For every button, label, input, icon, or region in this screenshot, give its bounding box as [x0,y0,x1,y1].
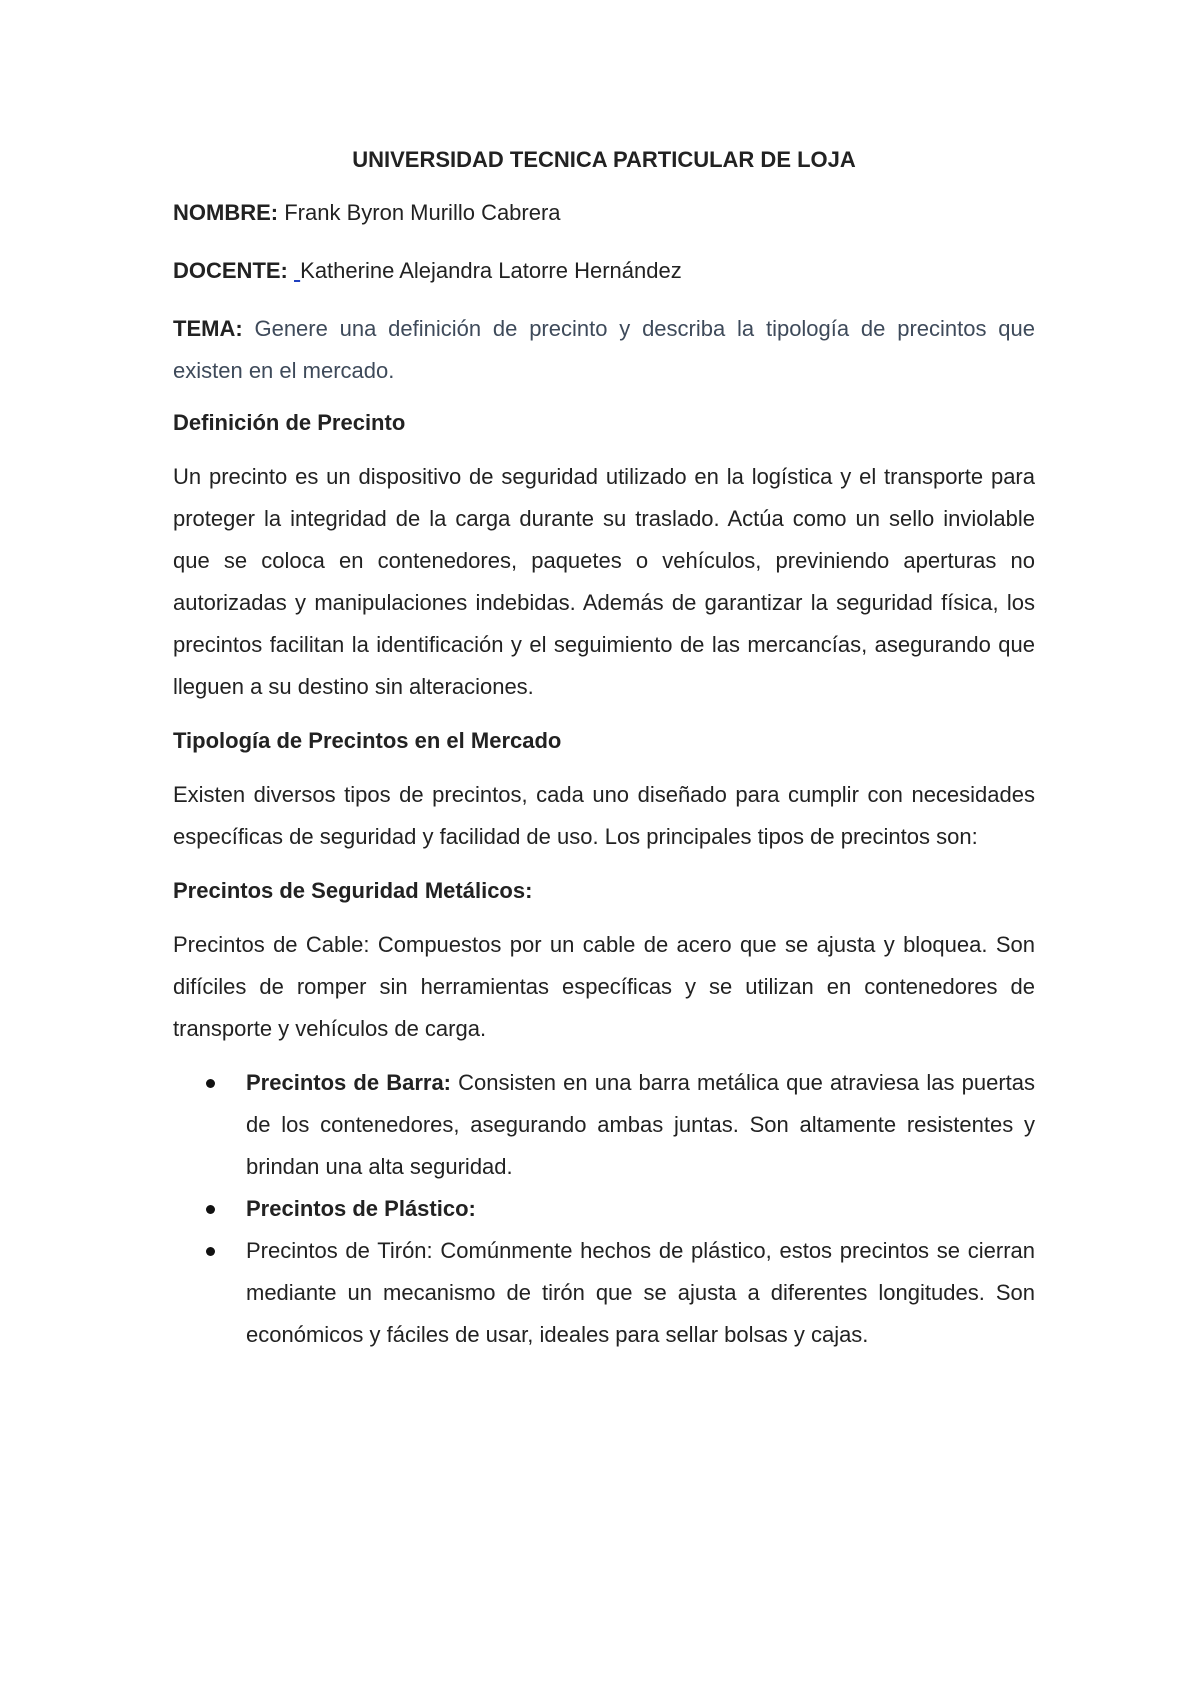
list-item [246,1062,1035,1188]
list-item-text: Consisten en una barra metálica que atraviesa las puertas de los contenedores, asegurando ambas juntas. Son altamente resistentes y brindan una alta seguridad. [246,1070,1035,1179]
nombre-label: NOMBRE: [173,200,279,225]
docente-value: Katherine Alejandra Latorre Hernández [300,258,682,283]
document-page [173,140,1035,1356]
bullet-icon [206,1079,215,1088]
list-item-text: Precintos de Tirón: Comúnmente hechos de plástico, estos precintos se cierran mediante un mecanismo de tirón que se ajusta a diferentes longitudes. Son económicos y fáciles de usar, ideales para sellar bolsas y cajas. [246,1238,1035,1347]
precintos-list [173,1062,1035,1356]
section-text-metalicos: Precintos de Cable: Compuestos por un cable de acero que se ajusta y bloquea. Son difíciles de romper sin herramientas específicas y se utilizan en contenedores de transporte y vehículos de carga. [173,932,1035,1041]
tema-value: Genere una definición de precinto y describa la tipología de precintos que existen en el mercado. [173,316,1035,383]
section-heading-tipologia: Tipología de Precintos en el Mercado [173,728,562,753]
section-heading-metalicos: Precintos de Seguridad Metálicos: [173,878,533,903]
bullet-icon [206,1205,215,1214]
document-title: UNIVERSIDAD TECNICA PARTICULAR DE LOJA [352,147,856,172]
list-item [246,1230,1035,1356]
section-text-definicion: Un precinto es un dispositivo de seguridad utilizado en la logística y el transporte para proteger la integridad de la carga durante su traslado. Actúa como un sello inviolable que se coloca en contenedores, paquetes o vehículos, previniendo aperturas no autorizadas y manipulaciones indebidas. Además de garantizar la seguridad física, los precintos facilitan la identificación y el seguimiento de las mercancías, asegurando que lleguen a su destino sin alteraciones. [173,464,1035,699]
tema-label: TEMA: [173,316,243,341]
section-heading-definicion: Definición de Precinto [173,410,406,435]
list-item-bold: Precintos de Plástico: [246,1196,476,1221]
nombre-value: Frank Byron Murillo Cabrera [284,200,561,225]
list-item [246,1188,1035,1230]
list-item-bold: Precintos de Barra: [246,1070,452,1095]
tema-field [173,308,1035,392]
bullet-icon [206,1247,215,1256]
docente-label: DOCENTE: [173,258,288,283]
docente-field [173,250,1035,292]
nombre-field [173,192,1035,234]
section-text-tipologia: Existen diversos tipos de precintos, cada uno diseñado para cumplir con necesidades específicas de seguridad y facilidad de uso. Los principales tipos de precintos son: [173,782,1035,849]
